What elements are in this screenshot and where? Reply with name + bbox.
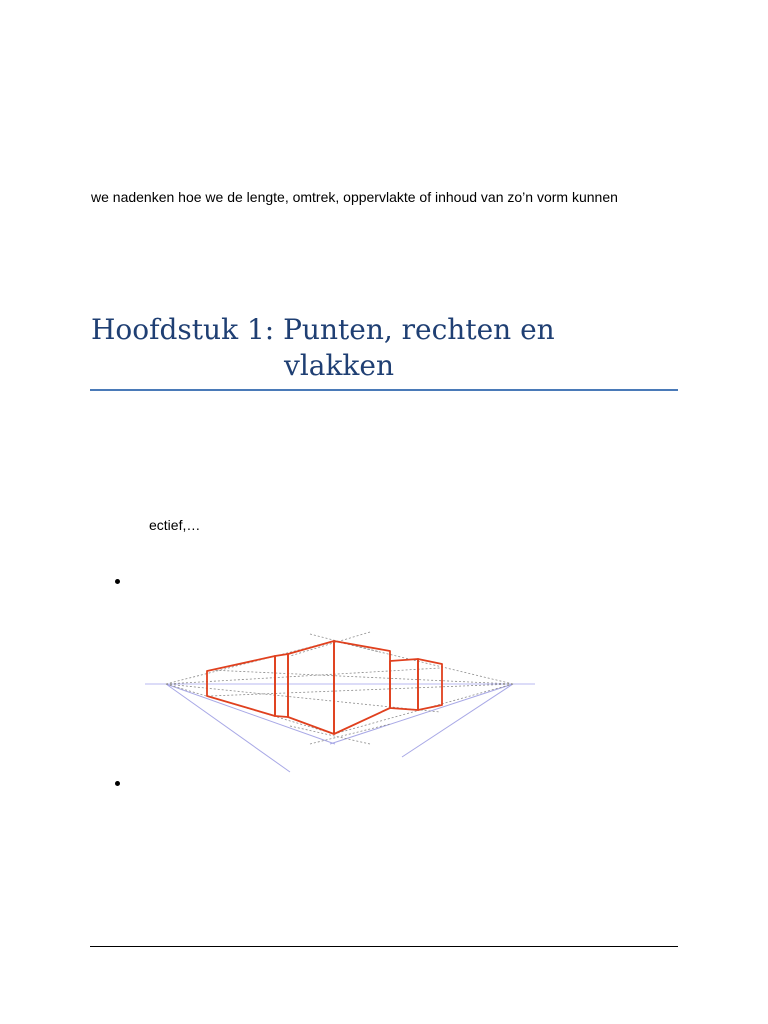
footer-divider [90, 946, 678, 947]
guide-line-left-long [166, 684, 290, 772]
bullet-dot-icon [115, 781, 120, 786]
bullet-dot-icon [115, 579, 120, 584]
bullet-point-2 [115, 781, 123, 789]
guide-line-right-mid [330, 684, 513, 744]
intro-paragraph-line: we nadenken hoe we de lengte, omtrek, oppervlakte of inhoud van zo’n vorm kunnen [91, 189, 618, 205]
bullet-point-1 [115, 579, 123, 587]
construction-lines [166, 632, 513, 744]
box-outlines [207, 641, 442, 734]
chapter-heading-line-1: Hoofdstuk 1: Punten, rechten en [91, 313, 555, 346]
chapter-heading [91, 312, 681, 384]
text-fragment: ectief,… [149, 517, 201, 533]
perspective-drawing [140, 626, 540, 776]
heading-underline-divider [90, 389, 678, 391]
chapter-heading-line-2: vlakken [284, 349, 395, 382]
